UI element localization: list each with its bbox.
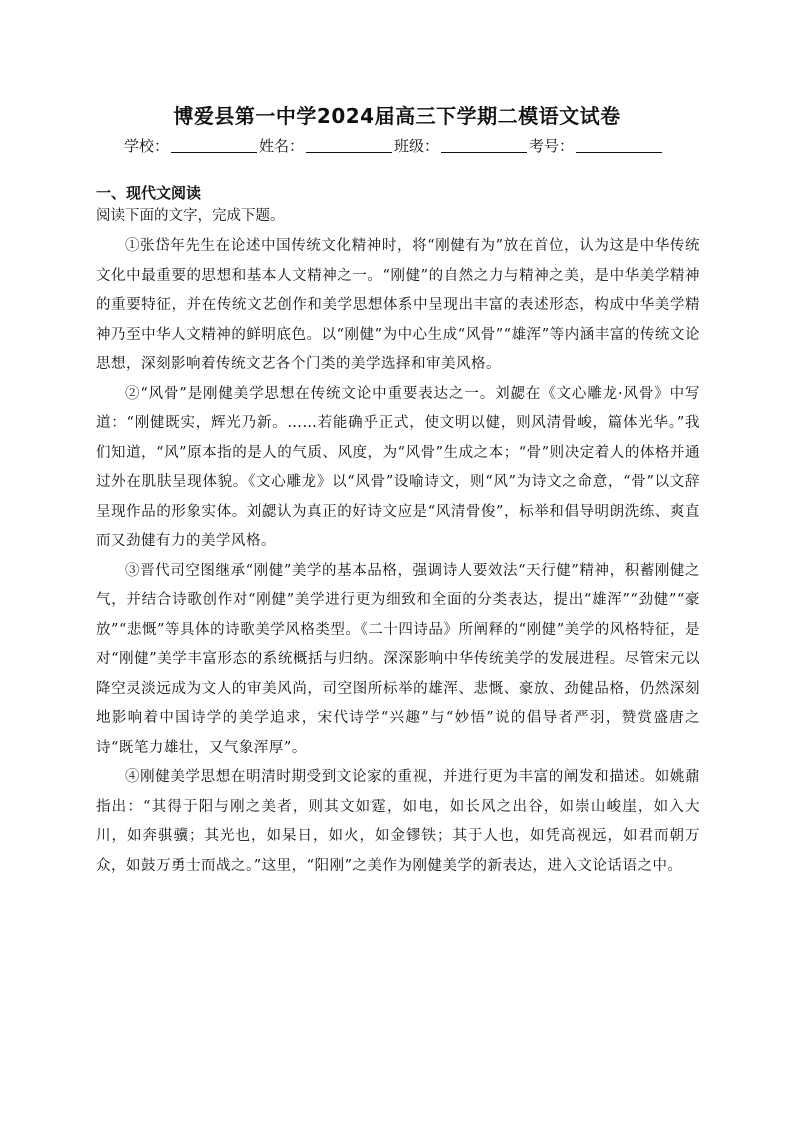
section-heading: 一、现代文阅读 bbox=[96, 184, 202, 202]
page-title: 博爱县第一中学2024届高三下学期二模语文试卷 bbox=[173, 104, 621, 128]
passage-paragraph-2: ②“风骨”是刚健美学思想在传统文论中重要表达之一。刘勰在《文心雕龙·风骨》中写道：“刚健既实，辉光乃新。……若能确乎正式，使文明以健，则风清骨峻，篇体光华。”我们知道，“风”原本指的是人的气质、风度，为“风骨”生成之本；“骨”则决定着人的体格并通过外在肌肤呈现体貌。《文心雕龙》以“风骨”设喻诗文，则“风”为诗文之命意，“骨”以文辞呈现作品的形象实体。刘勰认为真正的好诗文应是“风清骨俊”，标举和倡导明朗洗练、爽直而又劲健有力的美学风格。 bbox=[96, 385, 700, 549]
passage-paragraph-1: ①张岱年先生在论述中国传统文化精神时，将“刚健有为”放在首位，认为这是中华传统文化中最重要的思想和基本人文精神之一。“刚健”的自然之力与精神之美，是中华美学精神的重要特征，并在传统文艺创作和美学思想体系中呈现出丰富的表述形态，构成中华美学精神乃至中华人文精神的鲜明底色。以“刚健”为中心生成“风骨”“雄浑”等内涵丰富的传统文论思想，深刻影响着传统文艺各个门类的美学选择和审美风格。 bbox=[96, 238, 700, 372]
class-label: 班级： bbox=[394, 137, 440, 155]
school-blank bbox=[171, 138, 257, 153]
school-label: 学校： bbox=[124, 137, 170, 155]
class-blank bbox=[441, 138, 527, 153]
name-blank bbox=[306, 138, 392, 153]
exam-no-blank bbox=[576, 138, 662, 153]
reading-instruction: 阅读下面的文字，完成下题。 bbox=[96, 208, 285, 224]
student-info-line bbox=[124, 135, 684, 156]
reading-passage bbox=[96, 232, 700, 881]
passage-paragraph-3: ③晋代司空图继承“刚健”美学的基本品格，强调诗人要效法“天行健”精神，积蓄刚健之气，并结合诗歌创作对“刚健”美学进行更为细致和全面的分类表达，提出“雄浑”“劲健”“豪放”“悲慨”等具体的诗歌美学风格类型。《二十四诗品》所阐释的“刚健”美学的风格特征，是对“刚健”美学丰富形态的系统概括与归纳。深深影响中华传统美学的发展进程。尽管宋元以降空灵淡远成为文人的审美风尚，司空图所标举的雄浑、悲慨、豪放、劲健品格，仍然深刻地影响着中国诗学的美学追求，宋代诗学“兴趣”与“妙悟”说的倡导者严羽，赞赏盛唐之诗“既笔力雄壮，又气象浑厚”。 bbox=[96, 562, 700, 756]
name-label: 姓名： bbox=[259, 137, 305, 155]
exam-no-label: 考号： bbox=[529, 137, 575, 155]
passage-paragraph-4: ④刚健美学思想在明清时期受到文论家的重视，并进行更为丰富的阐发和描述。如姚鼐指出：“其得于阳与刚之美者，则其文如霆，如电，如长风之出谷，如崇山峻崖，如入大川，如奔骐骥；其光也，如杲日，如火，如金镠铁；其于人也，如凭高视远，如君而朝万众，如鼓万勇士而战之。”这里，“阳刚”之美作为刚健美学的新表达，进入文论话语之中。 bbox=[96, 769, 700, 874]
